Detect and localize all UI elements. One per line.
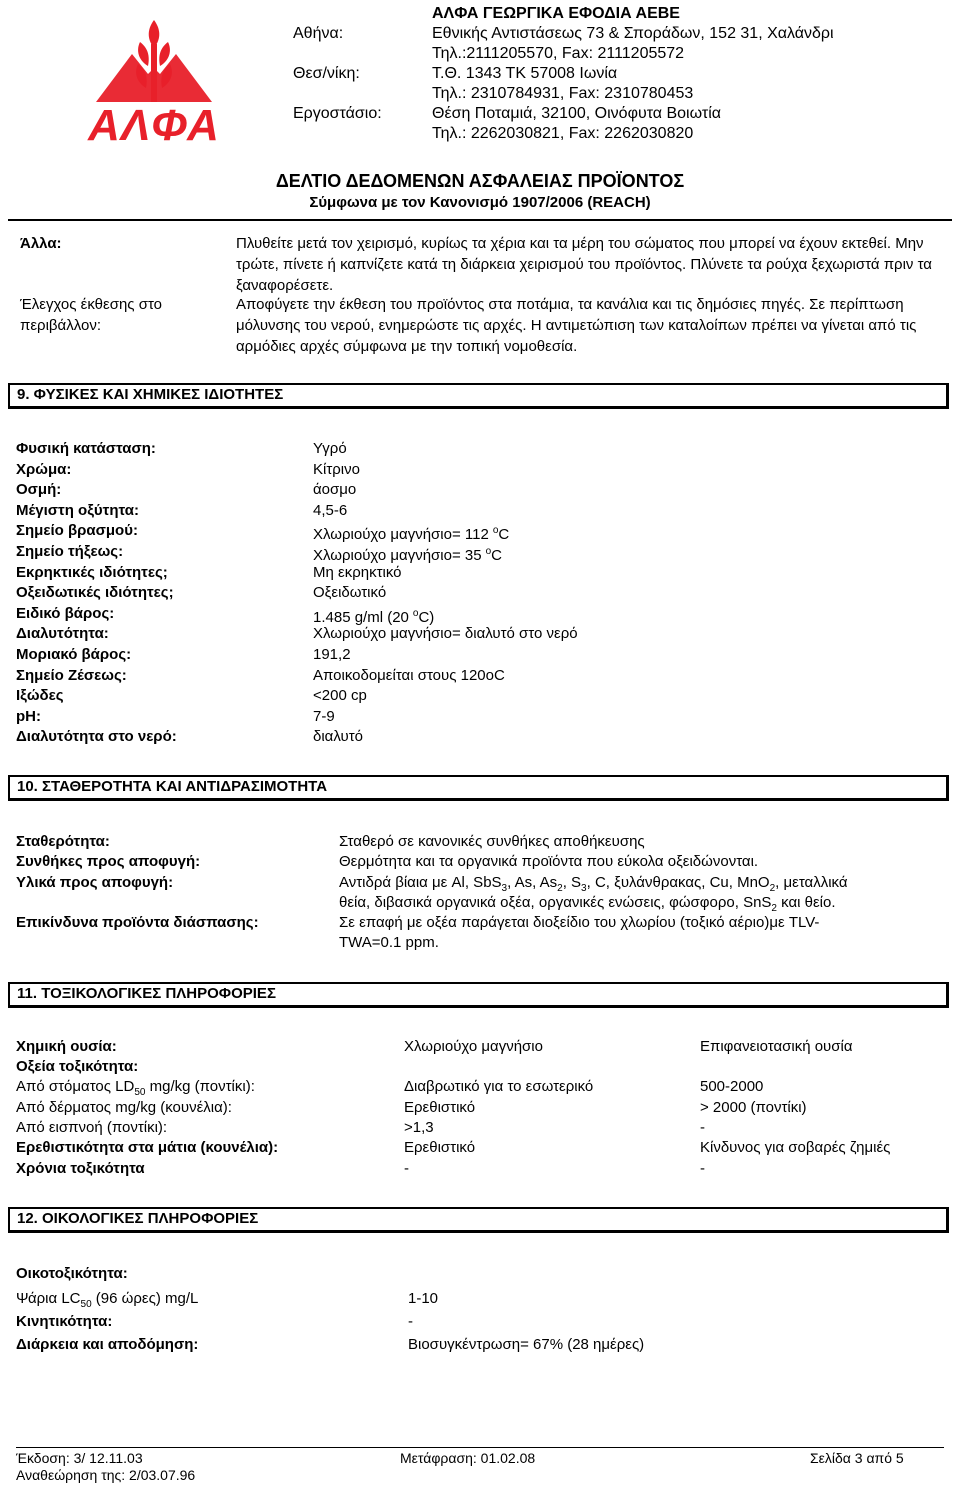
property-label: Σημείο τήξεως:	[16, 543, 124, 560]
materials-value-line-2: θεία, διβασικά οργανικά οξέα, οργανικές ενώσεις, φώσφορο, SnS$_2$ και θείο.	[339, 894, 836, 914]
persistence-label: Διάρκεια και αποδόμηση:	[16, 1336, 199, 1353]
dermal-col3: > 2000 (ποντίκι)	[700, 1099, 807, 1116]
property-label: Οξειδωτικές ιδιότητες;	[16, 584, 174, 601]
factory-phone: Τηλ.: 2262030821, Fax: 2262030820	[432, 125, 694, 142]
inhalation-label: Από εισπνοή (ποντίκι):	[16, 1119, 168, 1136]
property-value: Χλωριούχο μαγνήσιο= 35 $^o$C	[313, 546, 502, 564]
property-value: Χλωριούχο μαγνήσιο= 112 $^o$C	[313, 525, 510, 543]
decomposition-value-line-2: TWA=0.1 ppm.	[339, 934, 439, 951]
property-label: Εκρηκτικές ιδιότητες;	[16, 564, 168, 581]
property-label: Διαλυτότητα:	[16, 625, 109, 642]
property-label: Οσμή:	[16, 481, 62, 498]
eye-irritation-col2: Ερεθιστικό	[404, 1139, 476, 1156]
property-value: άοσμο	[313, 481, 357, 498]
chemical-col3: Επιφανειοτασική ουσία	[700, 1038, 853, 1055]
property-label: Σημείο βρασμού:	[16, 522, 138, 539]
property-value: Αποικοδομείται στους 120oC	[313, 667, 505, 684]
chronic-toxicity-label: Χρόνια τοξικότητα	[16, 1160, 145, 1177]
document-title: ΔΕΛΤΙΟ ΔΕΔΟΜΕΝΩΝ ΑΣΦΑΛΕΙΑΣ ΠΡΟΪΟΝΤΟΣ	[275, 171, 685, 191]
footer-divider	[16, 1447, 944, 1448]
company-name: ΑΛΦΑ ΓΕΩΡΓΙΚΑ ΕΦΟΔΙΑ ΑΕΒΕ	[432, 5, 680, 22]
property-label: Ιξώδες	[16, 687, 64, 704]
property-label: Μέγιστη οξύτητα:	[16, 502, 139, 519]
property-value: Υγρό	[313, 440, 347, 457]
fish-value: 1-10	[408, 1290, 439, 1307]
thessaloniki-phone: Τηλ.: 2310784931, Fax: 2310780453	[432, 85, 694, 102]
company-logo	[36, 14, 272, 144]
property-value: Χλωριούχο μαγνήσιο= διαλυτό στο νερό	[313, 625, 578, 642]
materials-label: Υλικά προς αποφυγή:	[16, 874, 174, 891]
property-value: Κίτρινο	[313, 461, 360, 478]
persistence-value: Βιοσυγκέντρωση= 67% (28 ημέρες)	[408, 1336, 645, 1353]
factory-address: Θέση Ποταμιά, 32100, Οινόφυτα Βοιωτία	[432, 105, 721, 122]
dermal-label: Από δέρματος mg/kg (κουνέλια):	[16, 1099, 232, 1116]
property-label: Σημείο Ζέσεως:	[16, 667, 127, 684]
acute-toxicity-label: Οξεία τοξικότητα:	[16, 1058, 139, 1075]
property-label: Μοριακό βάρος:	[16, 646, 132, 663]
conditions-value: Θερμότητα και τα οργανικά προϊόντα που εύκολα οξειδώνονται.	[339, 853, 759, 870]
property-value: 7-9	[313, 708, 335, 725]
property-label: Διαλυτότητα στο νερό:	[16, 728, 177, 745]
footer-translation: Μετάφραση: 01.02.08	[400, 1450, 536, 1466]
conditions-label: Συνθήκες προς αποφυγή:	[16, 853, 201, 870]
materials-value-line-1: Αντιδρά βίαια με Al, SbS$_3$, As, $As_2$, $S_3$, C, ξυλάνθρακας, Cu, MnO$_2$, μεταλλικά	[339, 874, 848, 894]
property-value: Μη εκρηκτικό	[313, 564, 402, 581]
mobility-label: Κινητικότητα:	[16, 1313, 113, 1330]
section-11-heading: 11. ΤΟΞΙΚΟΛΟΓΙΚΕΣ ΠΛΗΡΟΦΟΡΙΕΣ	[8, 982, 949, 1008]
env-control-label-2: περιβάλλον:	[20, 317, 101, 334]
ecotoxicity-label: Οικοτοξικότητα:	[16, 1265, 128, 1282]
property-value: 4,5-6	[313, 502, 348, 519]
dermal-col2: Ερεθιστικό	[404, 1099, 476, 1116]
property-label: Χρώμα:	[16, 461, 72, 478]
footer-issue: Έκδοση: 3/ 12.11.03	[16, 1450, 143, 1466]
oral-col2: Διαβρωτικό για το εσωτερικό	[404, 1078, 594, 1095]
property-value: <200 cp	[313, 687, 367, 704]
chemical-col2: Χλωριούχο μαγνήσιο	[404, 1038, 543, 1055]
property-value: διαλυτό	[313, 728, 363, 745]
oral-label: Από στόματος $LD_{50}$ mg/kg (ποντίκι):	[16, 1078, 255, 1098]
inhalation-col3: -	[700, 1119, 705, 1136]
logo-text: ΑΛΦΑ	[88, 101, 220, 144]
decomposition-label: Επικίνδυνα προϊόντα διάσπασης:	[16, 914, 259, 931]
oral-col3: 500-2000	[700, 1078, 764, 1095]
title-divider	[8, 219, 952, 221]
stability-label: Σταθερότητα:	[16, 833, 110, 850]
other-label: Άλλα:	[20, 235, 62, 252]
property-value: 1.485 g/ml (20 $^o$C)	[313, 608, 435, 626]
fish-label: Ψάρια $LC_{50}$ (96 ώρες) mg/L	[16, 1290, 199, 1310]
property-value: 191,2	[313, 646, 351, 663]
section-12-heading: 12. ΟΙΚΟΛΟΓΙΚΕΣ ΠΛΗΡΟΦΟΡΙΕΣ	[8, 1207, 949, 1233]
eye-irritation-label: Ερεθιστικότητα στα μάτια (κουνέλια):	[16, 1139, 279, 1156]
section-9-heading: 9. ΦΥΣΙΚΕΣ ΚΑΙ ΧΗΜΙΚΕΣ ΙΔΙΟΤΗΤΕΣ	[8, 383, 949, 409]
footer-revision: Αναθεώρηση της: 2/03.07.96	[16, 1467, 196, 1483]
env-control-label-1: Έλεγχος έκθεσης στο	[20, 296, 163, 313]
thessaloniki-label: Θεσ/νίκη:	[293, 65, 360, 82]
footer-page-number: Σελίδα 3 από 5	[810, 1450, 904, 1466]
decomposition-value-line-1: Σε επαφή με οξέα παράγεται διοξείδιο του χλωρίου (τοξικό αέριο)με TLV-	[339, 914, 820, 931]
section-10-heading: 10. ΣΤΑΘΕΡΟΤΗΤΑ ΚΑΙ ΑΝΤΙΔΡΑΣΙΜΟΤΗΤΑ	[8, 775, 949, 801]
thessaloniki-address: Τ.Θ. 1343 ΤΚ 57008 Ιωνία	[432, 65, 618, 82]
inhalation-col2: >1,3	[404, 1119, 434, 1136]
chronic-col3: -	[700, 1160, 705, 1177]
athens-address: Εθνικής Αντιστάσεως 73 & Σποράδων, 152 31, Χαλάνδρι	[432, 25, 834, 42]
mobility-value: -	[408, 1313, 413, 1330]
other-text: Πλυθείτε μετά τον χειρισμό, κυρίως τα χέρια και τα μέρη του σώματος που μπορεί να έχουν εκτεθεί. Μην τρώτε, πίνετε ή καπνίζετε κατά τη διάρκεια χειρισμού του προϊόντος. Πλύνετε τα ρούχα ξεχωριστά πριν τα ξαναφορέσετε.	[236, 235, 932, 294]
property-label: Φυσική κατάσταση:	[16, 440, 156, 457]
factory-label: Εργοστάσιο:	[293, 105, 382, 122]
property-label: pH:	[16, 708, 41, 725]
env-control-text: Αποφύγετε την έκθεση του προϊόντος στα ποτάμια, τα κανάλια και τις δημόσιες πηγές. Σε περίπτωση μόλυνσης του νερού, ενημερώστε τις αρχές. Η αντιμετώπιση των καταλοίπων πρέπει να γίνεται από τις αρμόδιες αρχές σύμφωνα με την τοπική νομοθεσία.	[236, 296, 917, 355]
chronic-col2: -	[404, 1160, 409, 1177]
stability-value: Σταθερό σε κανονικές συνθήκες αποθήκευσης	[339, 833, 645, 850]
chemical-label: Χημική ουσία:	[16, 1038, 117, 1055]
property-label: Ειδικό βάρος:	[16, 605, 115, 622]
property-value: Οξειδωτικό	[313, 584, 387, 601]
wheat-icon	[96, 20, 212, 102]
eye-irritation-col3: Κίνδυνος για σοβαρές ζημιές	[700, 1139, 891, 1156]
athens-phone: Τηλ.:2111205570, Fax: 2111205572	[432, 45, 685, 62]
athens-label: Αθήνα:	[293, 25, 344, 42]
document-subtitle: Σύμφωνα με τον Κανονισμό 1907/2006 (REACH)	[309, 194, 651, 211]
